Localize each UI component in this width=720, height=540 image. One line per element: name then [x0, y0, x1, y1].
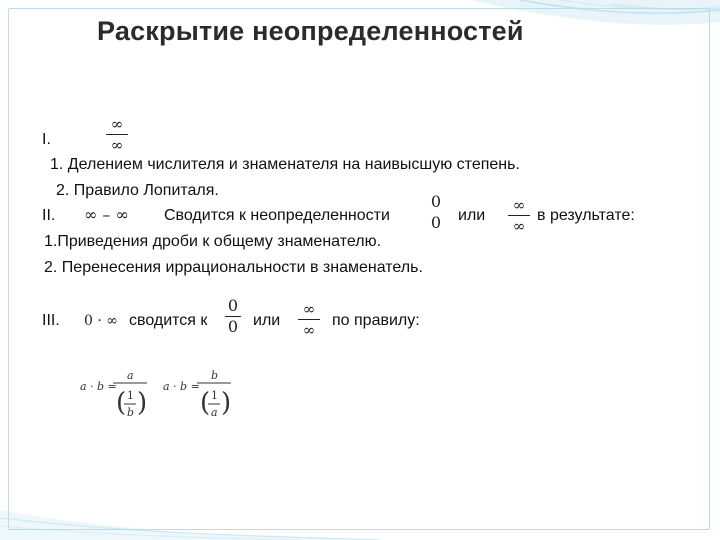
formula-1-inner-bar	[124, 403, 136, 405]
fraction-denominator: ∞	[512, 217, 526, 235]
fraction-bar	[106, 134, 128, 135]
section-1-fraction	[106, 115, 128, 154]
fraction-numerator: ∞	[110, 115, 124, 133]
fraction-denominator: 0	[430, 213, 442, 232]
formula-1-inner-denominator: b	[127, 406, 135, 419]
slide-title: Раскрытие неопределенностей	[97, 16, 524, 46]
section-3-or: или	[253, 312, 281, 329]
section-2-label: II.	[42, 207, 56, 224]
section-3-fraction-1	[225, 297, 241, 336]
section-1-label: I.	[42, 131, 51, 148]
formula-2-right-paren: )	[221, 388, 232, 418]
fraction-denominator: ∞	[302, 321, 316, 339]
formula-2-main-bar	[197, 382, 231, 384]
section-2-item-2: 2. Перенесения иррациональности в знаменатель.	[44, 259, 423, 276]
section-2-text-2: в результате:	[537, 207, 635, 224]
formula-1-left-paren: (	[116, 388, 127, 418]
fraction-numerator: ∞	[302, 300, 316, 318]
formula-2-left-paren: (	[200, 388, 211, 418]
formula-2-inner-denominator: a	[211, 406, 218, 419]
section-1-item-2: 2. Правило Лопиталя.	[56, 182, 219, 199]
fraction-bar	[508, 215, 530, 216]
section-3-text-2: по правилу:	[332, 312, 420, 329]
section-2-fraction-2	[508, 196, 530, 235]
section-2-text-1: Сводится к неопределенности	[164, 207, 390, 224]
section-2-or: или	[458, 207, 486, 224]
formula-1-lhs: a · b =	[80, 380, 117, 393]
formula-1-inner-numerator: 1	[127, 389, 134, 402]
fraction-bar	[298, 319, 320, 320]
section-3-label: III.	[42, 312, 60, 329]
section-2-fraction-1	[428, 193, 444, 232]
formula-2-inner-numerator: 1	[211, 389, 218, 402]
formula-1-main-bar	[113, 382, 147, 384]
formula-2-numerator: b	[211, 369, 219, 382]
section-1-item-1: 1. Делением числителя и знаменателя на наивысшую степень.	[50, 156, 520, 173]
section-3-expression: 0 · ∞	[84, 313, 118, 329]
formula-1-right-paren: )	[137, 388, 148, 418]
section-3-fraction-2	[298, 300, 320, 339]
fraction-denominator: 0	[227, 317, 239, 336]
formula-1-numerator: a	[127, 369, 134, 382]
fraction-numerator: 0	[227, 296, 239, 315]
fraction-numerator: ∞	[512, 196, 526, 214]
formula-2-lhs: a · b =	[163, 380, 200, 393]
fraction-denominator: ∞	[110, 136, 124, 154]
section-2-expression: ∞ – ∞	[84, 205, 129, 224]
section-2-item-1: 1.Приведения дроби к общему знаменателю.	[44, 233, 382, 250]
formula-2-inner-bar	[208, 403, 220, 405]
fraction-numerator: 0	[430, 192, 442, 211]
section-3-text-1: сводится к	[129, 312, 208, 329]
